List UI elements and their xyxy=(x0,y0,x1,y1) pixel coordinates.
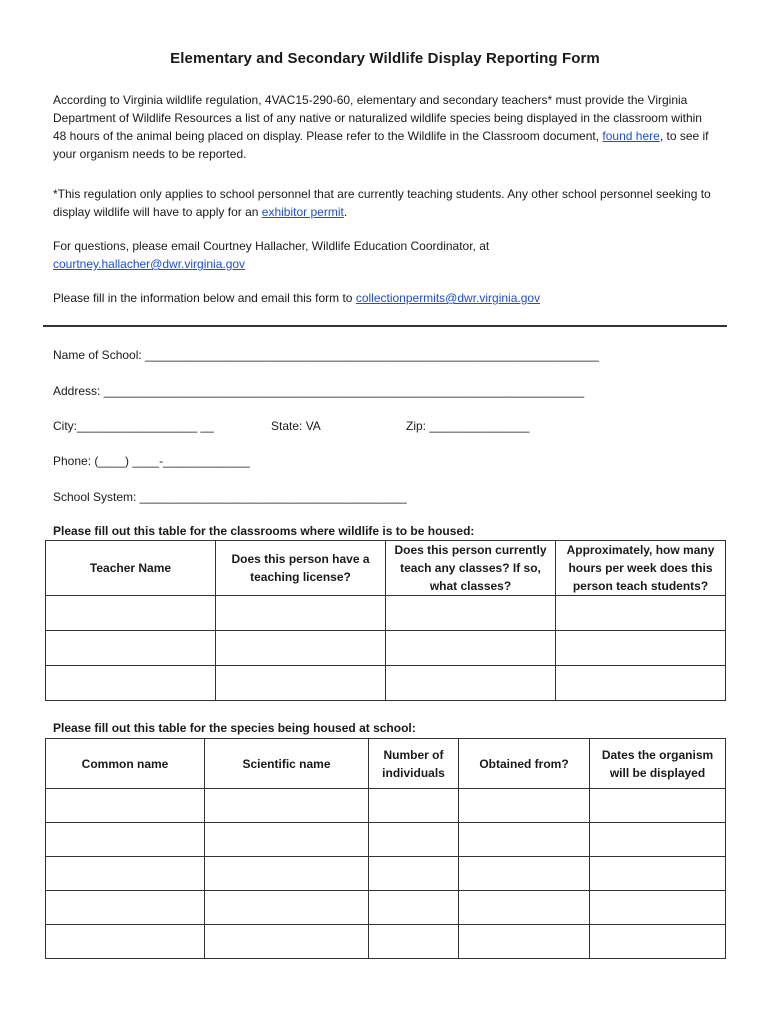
table-cell[interactable] xyxy=(590,823,726,857)
table-cell[interactable] xyxy=(46,891,205,925)
questions-paragraph xyxy=(53,237,713,273)
page-title: Elementary and Secondary Wildlife Display Reporting Form xyxy=(170,50,600,67)
species-table xyxy=(45,738,726,959)
table-cell[interactable] xyxy=(590,857,726,891)
table-cell[interactable] xyxy=(459,823,590,857)
table-cell[interactable] xyxy=(216,631,386,666)
table-cell[interactable] xyxy=(46,631,216,666)
exhibitor-permit-link[interactable]: exhibitor permit xyxy=(261,205,344,219)
table-cell[interactable] xyxy=(369,857,459,891)
header-obtained-from: Obtained from? xyxy=(459,739,590,789)
table-row xyxy=(46,596,726,631)
table-cell[interactable] xyxy=(46,666,216,701)
section-divider xyxy=(43,325,727,327)
note-text-end: . xyxy=(343,205,348,219)
table-row xyxy=(46,789,726,823)
table-cell[interactable] xyxy=(459,857,590,891)
questions-text: For questions, please email Courtney Hallacher, Wildlife Education Coordinator, at xyxy=(53,239,490,253)
intro-paragraph xyxy=(53,91,713,163)
table-cell[interactable] xyxy=(369,925,459,959)
intro-text-end: , to see if your organism needs to be reported. xyxy=(53,129,709,161)
table-cell[interactable] xyxy=(556,631,726,666)
table-cell[interactable] xyxy=(386,666,556,701)
table-cell[interactable] xyxy=(205,891,369,925)
table-cell[interactable] xyxy=(556,596,726,631)
table-row xyxy=(46,891,726,925)
table-cell[interactable] xyxy=(46,823,205,857)
classrooms-table-caption: Please fill out this table for the classrooms where wildlife is to be housed: xyxy=(53,524,475,538)
table-row xyxy=(46,925,726,959)
table-cell[interactable] xyxy=(369,823,459,857)
table-row xyxy=(46,666,726,701)
intro-text: According to Virginia wildlife regulation, 4VAC15-290-60, elementary and secondary teachers* must provide the Virginia Department of Wildlife Resources a list of any native or naturalized wildlife species being displayed in the classroom within 48 hours of the animal being placed on display. Please refer to the Wildlife in the Classroom document, xyxy=(53,93,702,143)
phone-field[interactable]: Phone: (____) ____-_____________ xyxy=(53,454,250,468)
found-here-link[interactable]: found here xyxy=(602,129,660,143)
table-header-row xyxy=(46,541,726,596)
instructions-paragraph xyxy=(53,289,713,307)
table-cell[interactable] xyxy=(386,631,556,666)
zip-field[interactable]: Zip: _______________ xyxy=(406,419,530,433)
school-system-field[interactable]: School System: ________________________________________ xyxy=(53,490,407,504)
table-row xyxy=(46,857,726,891)
table-cell[interactable] xyxy=(205,823,369,857)
table-cell[interactable] xyxy=(46,857,205,891)
header-common-name: Common name xyxy=(46,739,205,789)
regulation-note xyxy=(53,185,713,221)
header-display-dates: Dates the organism will be displayed xyxy=(590,739,726,789)
table-cell[interactable] xyxy=(590,925,726,959)
table-cell[interactable] xyxy=(216,596,386,631)
note-text: *This regulation only applies to school personnel that are currently teaching students. Any other school personnel seeking to display wildlife will have to apply for an xyxy=(53,187,711,219)
table-cell[interactable] xyxy=(459,789,590,823)
table-cell[interactable] xyxy=(459,925,590,959)
table-cell[interactable] xyxy=(205,925,369,959)
table-cell[interactable] xyxy=(459,891,590,925)
table-cell[interactable] xyxy=(556,666,726,701)
instructions-text: Please fill in the information below and email this form to xyxy=(53,291,356,305)
table-row xyxy=(46,631,726,666)
header-number-of-individuals: Number of individuals xyxy=(369,739,459,789)
header-hours-per-week: Approximately, how many hours per week does this person teach students? xyxy=(556,541,726,596)
table-cell[interactable] xyxy=(46,789,205,823)
table-cell[interactable] xyxy=(46,925,205,959)
header-teaching-license: Does this person have a teaching license? xyxy=(216,541,386,596)
school-name-field[interactable]: Name of School: ____________________________________________________________________ xyxy=(53,348,599,362)
table-header-row xyxy=(46,739,726,789)
header-scientific-name: Scientific name xyxy=(205,739,369,789)
table-row xyxy=(46,823,726,857)
coordinator-email-link[interactable]: courtney.hallacher@dwr.virginia.gov xyxy=(53,257,246,271)
table-cell[interactable] xyxy=(369,891,459,925)
header-current-classes: Does this person currently teach any classes? If so, what classes? xyxy=(386,541,556,596)
permits-email-link[interactable]: collectionpermits@dwr.virginia.gov xyxy=(355,291,541,305)
table-cell[interactable] xyxy=(205,789,369,823)
classrooms-table xyxy=(45,540,726,701)
state-field: State: VA xyxy=(271,419,321,433)
table-cell[interactable] xyxy=(216,666,386,701)
table-cell[interactable] xyxy=(386,596,556,631)
table-cell[interactable] xyxy=(369,789,459,823)
table-cell[interactable] xyxy=(590,789,726,823)
table-cell[interactable] xyxy=(46,596,216,631)
table-cell[interactable] xyxy=(590,891,726,925)
city-field[interactable]: City:__________________ __ xyxy=(53,419,214,433)
header-teacher-name: Teacher Name xyxy=(46,541,216,596)
species-table-caption: Please fill out this table for the species being housed at school: xyxy=(53,721,416,735)
address-field[interactable]: Address: ________________________________________________________________________ xyxy=(53,384,585,398)
table-cell[interactable] xyxy=(205,857,369,891)
